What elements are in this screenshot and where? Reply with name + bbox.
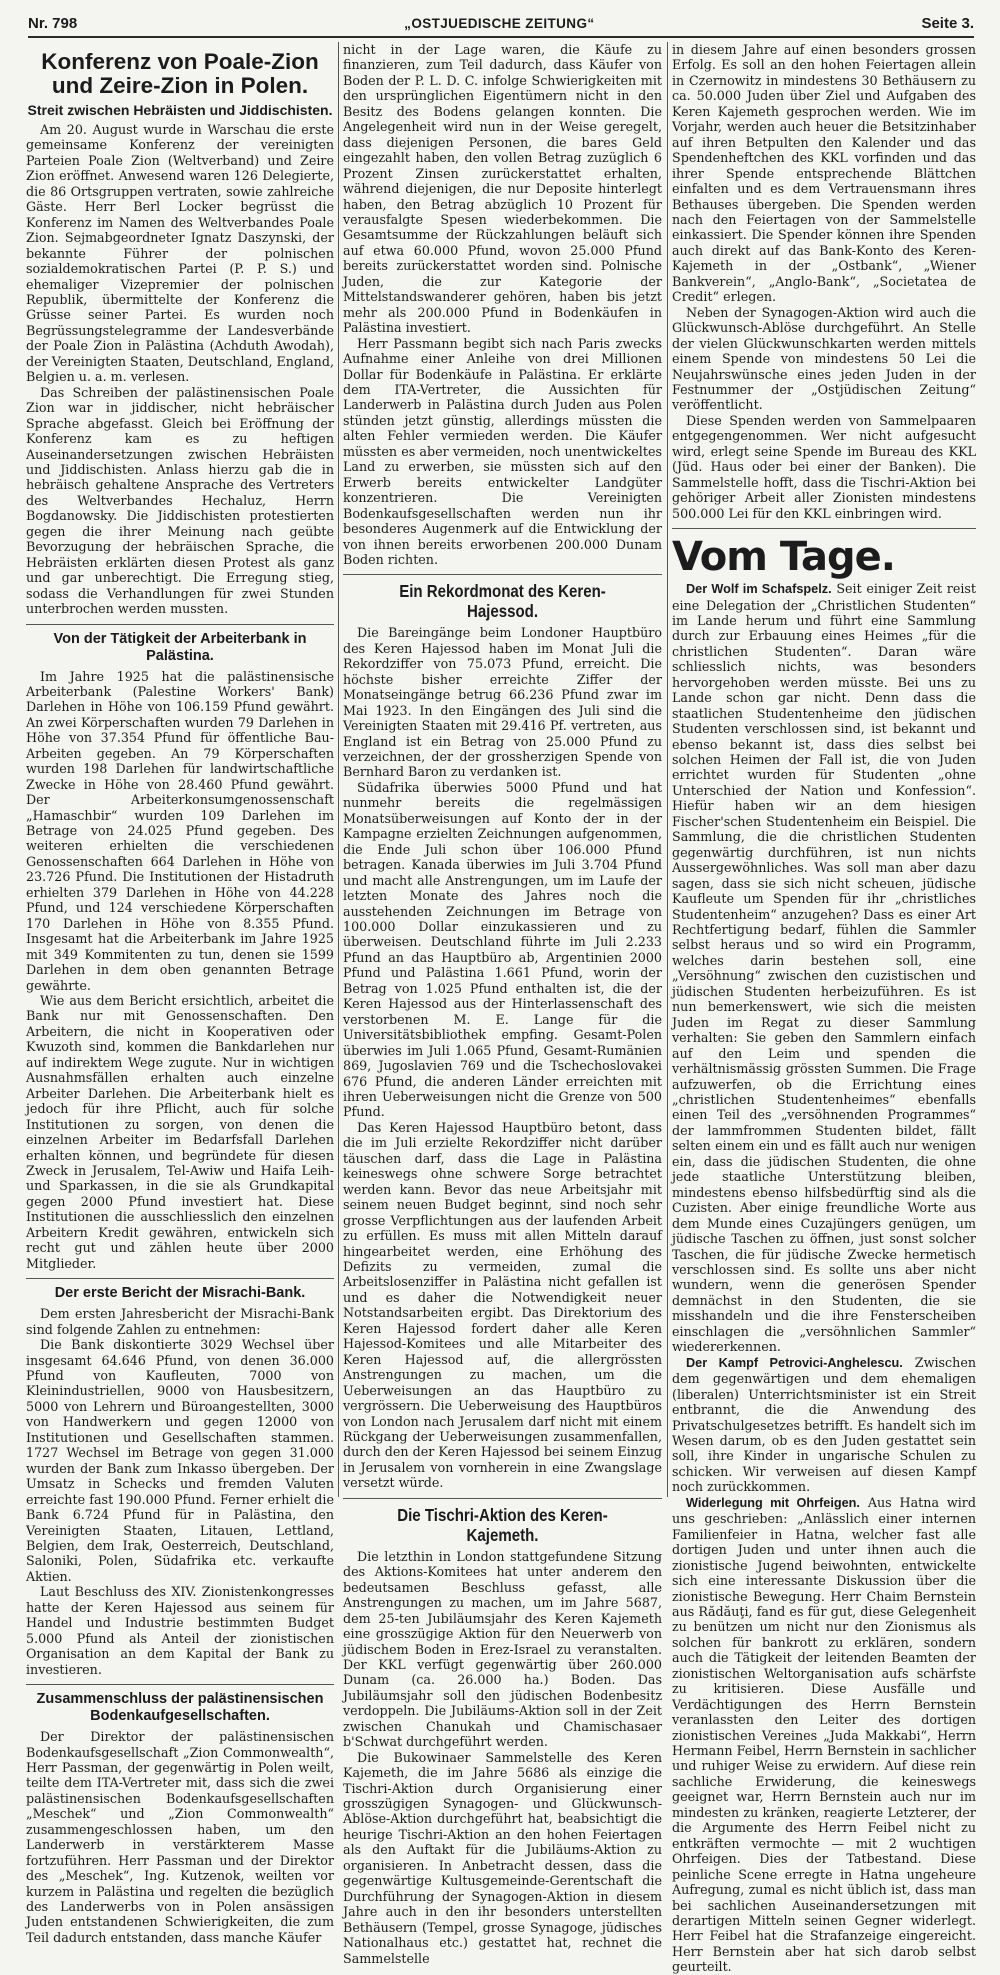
paragraph: Am 20. August wurde in Warschau die erste gemeinsame Konferenz der vereinigten Parteien Poale Zion (Weltverband) und Zeire Zion eröffnet. Anwesend waren 126 Delegierte, die 86 Ortsgruppen vertraten, sowie zahlreiche Gäste. Herr Berl Locker begrüsst die Konferenz im Namen des Weltverbandes Poale Zion. Sejmabgeordneter Ignatz Daszynski, der bekannte Führer der polnischen sozialdemokratischen Partei (P. P. S.) und ehemaliger Vizepremier der polnischen Republik, übermittelte der Konferenz die Grüsse seiner Partei. Es wurden noch Begrüssungstelegramme der Landesverbände der Poale Zion in Palästina (Achduth Awodah), der Vereinigten Staaten, Deutschland, England, Belgien u. a. m. verlesen. <box>26 122 335 385</box>
divider <box>26 1278 334 1279</box>
paragraph: Zwischen dem gegenwärtigen und dem ehemaligen (liberalen) Unterrichtsminister ist ein Streit entbrannt, die die Anwendung des Privatschulgesetzes betrifft. Es handelt sich im Wesen darum, ob es den Juden gestattet sein soll, ihre Kinder in ungarische Schulen zu schicken. Wir verweisen auf diesen Kampf noch zurückkommen. <box>672 1354 976 1495</box>
article-title-misrachi-bank: Der erste Bericht der Misrachi-Bank. <box>54 1285 306 1302</box>
divider <box>26 1684 334 1685</box>
paragraph: Die Bukowinaer Sammelstelle des Keren Kajemeth, die im Jahre 5686 als einzige die Tischri-Aktion durch Organisierung einer grosszügigen Synagogen- und Glückwunsch-Ablöse-Aktion durchgeführt hat, beabsichtigt die heurige Tischri-Aktion an den hohen Feiertagen als den Auftakt für die Jubiläums-Aktion zu organisieren. In Anbetracht dessen, dass die gegenwärtige Kultusgemeinde-Gerentschaft die Durchführung der Synagogen-Aktion in diesem Jahre auch in den ihr besonders unterstellten Bethäusern (Tempel, grosse Synagoge, jüdisches Nationalhaus etc.) gestattet hat, rechnet die Sammelstelle <box>343 1749 662 1966</box>
paragraph: Aus Hatna wird uns geschrieben: „Anlässlich einer internen Familienfeier in Hatna, welcher fast alle dortigen Juden und unter ihnen auch die zionistische Jugend beiwohnten, entwickelte sich eine interessante Diskussion über die zionistische Bewegung. Herr Chaim Bernstein aus Rădăuţi, fand es für gut, diese Gelegenheit zu benützen um nicht nur den Zionismus als solchen für bankrott zu erklären, sondern auch die Tätigkeit der leitenden Beamten der zionistischen Weltorganisation aufs schärfste zu kritisieren. Diese Ausfälle und Verdächtigungen des Herrn Bernstein veranlassten den Leiter des dortigen zionistischen Vereines „Juda Makkabi“, Herrn Hermann Feibel, Herrn Bernstein in sachlicher und ruhiger Weise zu erwidern. Auf diese rein sachliche Erwiderung, die keineswegs geeignet war, Herrn Bernstein auch nur im mindesten zu kränken, reagierte Letzterer, der die Argumente des Herrn Feibel nicht zu entkräften vermochte — mit 2 wuchtigen Ohrfeigen. Dies der Tatbestand. Diese peinliche Scene erregte in Hatna ungeheure Aufregung, zumal es nicht üblich ist, dass man bei sachlichen Auseinandersetzungen mit derartigen Mitteln seinen Gegner widerlegt. Herr Feibel hat die Strafanzeige eingereicht. Herr Bernstein aber hat sich darob selbst geurteilt. <box>672 1494 976 1975</box>
paragraph: Seit einiger Zeit reist eine Delegation der „Christlichen Studenten“ im Lande herum und führt eine Sammlung durch zur Erbauung eines Heimes „für die christlichen Studenten“. Daran wäre schliesslich nichts, was besonders hervorgehoben werden müsste. Bei uns zu Lande schon gar nicht. Denn dass die staatlichen Studentenheime den jüdischen Studenten verschlossen sind, ist bekannt und ebenso bekannt ist, dass dies selbst bei solchen Heimen der Fall ist, die von Juden errichtet wurden für Studenten „ohne Unterschied der Nation und Konfession“. Hiefür haben wir an dem hiesigen Fischer'schen Studentenheim ein Beispiel. Die Sammlung, die die christlichen Studenten gegenwärtig durchführen, ist nun nichts Aussergewöhnliches. Was soll man aber dazu sagen, dass sie sich nicht scheuen, jüdische Kaufleute um Spenden für ihr „christliches Studentenheim“ anzugehen? Dass es einer Art Rechtfertigung bedarf, fühlen die Sammler selbst heraus und so wird ein Programm, welches darin bestehen soll, eine „Versöhnung“ zwischen den cuzistischen und jüdischen Studenten herbeizuführen. Es ist nun bemerkenswert, wie sich die meisten Juden im Regat zu dieser Sammlung verhalten: Sie geben den Sammlern einfach auf den Leim und spenden die verhältnismässig grössten Summen. Die Frage aufzuwerfen, ob die Errichtung eines „christlichen Studentenheimes“ ebenfalls einen Teil des „versöhnenden Programmes“ der lammfrommen Studenten bildet, fällt selten einem ein und es fällt auch nur wenigen ein, dass die jüdischen Studenten, die ohne jede staatliche Unterstützung bleiben, mindestens ebenso hilfsbedürftig sind als die Cuzisten. Aber einige freundliche Worte aus dem Munde eines Cuzajüngers genügen, um jüdische Taschen zu öffnen, just sonst solcher Taschen, die für jüdische Zwecke hermetisch verschlossen sind. Es sollte uns aber nicht wundern, wenn die generösen Spender demnächst in den Studenten, die sie misshandeln und die ihre Fensterscheiben einschlagen die „versöhnlichen Sammler“ wiedererkennen. <box>672 581 976 1355</box>
column-2 <box>343 42 662 1966</box>
subheading-wolf: Der Wolf im Schafspelz. <box>686 582 832 597</box>
paragraph: Wie aus dem Bericht ersichtlich, arbeitet die Bank nur mit Genossenschaften. Den Arbeitern, die nicht in Kooperativen oder Kwuzoth sind, kommen die Bankdarlehen nur auf indirektem Wege zugute. Nur in wichtigen Ausnahmsfällen erhalten auch einzelne Arbeiter Darlehen. Die Arbeiterbank hielt es jedoch für ihre Pflicht, auch für solche Institutionen zu sorgen, von denen die einzelnen Arbeiter im Bedarfsfall Darlehen erhalten können, und begründete für diesen Zweck in Jerusalem, Tel-Awiw und Haifa Leih- und Sparkassen, in die sie als Grundkapital gegen 2000 Pfund investiert hat. Diese Institutionen die ausschliesslich den einzelnen Arbeitern Kredit gewähren, entwickeln sich recht gut und zählen heute über 2000 Mitglieder. <box>26 993 334 1271</box>
page-number: Nr. 798 <box>28 14 78 32</box>
subheading-ohrfeigen: Widerlegung mit Ohrfeigen. <box>686 1495 860 1510</box>
paragraph: in diesem Jahre auf einen besonders grossen Erfolg. Es soll an den hohen Feiertagen allein in Czernowitz in mindestens 30 Bethäusern zu ca. 50.000 Juden über Ziel und Aufgaben des Keren Kajemeth gesprochen werden. Wie im Vorjahr, werden auch heuer die Betsitzinhaber auf ihren Betpulten den Kalender und das Spendenheftchen des KKL vorfinden und das ihrer Spende entsprechende Blättchen einfalten und es dem Vertrauensmann ihres Bethauses übergeben. Die Spenden werden nach den Feiertagen von der Sammelstelle einkassiert. Die Spender können ihre Spenden auch direkt auf das Bank-Konto des Keren-Kajemeth in der „Ostbank“, „Wiener Bankverein“, „Anglo-Bank“, „Societatea de Credit“ erlegen. <box>672 42 976 305</box>
paragraph: Die Bank diskontierte 3029 Wechsel über insgesamt 64.646 Pfund, von denen 36.000 Pfund von Kaufleuten, 7000 von Kleinindustriellen, 9000 von Hausbesitzern, 5000 von Lehrern und Büroangestellten, 3000 von Handwerkern und gegen 12000 von Institutionen und Gesellschaften stammen. 1727 Wechsel im Betrage von gegen 31.000 wurden der Bank zum Inkasso übergeben. Der Umsatz in Schecks und fremden Valuten erreichte fast 190.000 Pfund. Ferner erhielt die Bank 6.724 Pfund für in Palästina, den Vereinigten Staaten, Litauen, Lettland, Belgien, dem Irak, Oesterreich, Deutschland, Saloniki, Polen, Südafrika etc. verkaufte Aktien. <box>26 1337 334 1584</box>
article-title-bodenkauf: Zusammenschluss der palästinensischen Bodenkaufgesellschaften. <box>36 1691 324 1725</box>
divider <box>343 1498 662 1499</box>
paragraph: nicht in der Lage waren, die Käufe zu finanzieren, zum Teil dadurch, dass Käufer von Boden der P. L. D. C. infolge Schwierigkeiten mit den ursprünglichen Eigentümern nicht in den Besitz des Bodens gelangen konnten. Die Angelegenheit wird nun in der Weise geregelt, dass diejenigen Personen, die bares Geld eingezahlt haben, den vollen Betrag zuzüglich 6 Prozent Zinsen zurückerstattet erhalten, während diejenigen, die nur Deposite hinterlegt haben, den Betrag abzüglich 10 Prozent für verausfalgte Spesen wiederbekommen. Die Gesamtsumme der Rückzahlungen beläuft sich auf etwa 60.000 Pfund, wovon 25.000 Pfund bereits zurückerstattet worden sind. Polnische Juden, die zur Kategorie der Mittelstandswanderer gehören, haben bis jetzt mehr als 200.000 Pfund in Bodenkäufen in Palästina investiert. <box>343 42 662 336</box>
column-3 <box>672 42 976 1975</box>
article-subtitle-poale-zion: Streit zwischen Hebräisten und Jiddischisten. <box>27 102 333 118</box>
paragraph: Diese Spenden werden von Sammelpaaren entgegengenommen. Wer nicht aufgesucht wird, erlegt seine Spende im Bureau des KKL (Jüd. Haus oder bei einer der Banken). Die Sammelstelle hofft, dass die Tischri-Aktion bei gehöriger Arbeit aller Zionisten mindestens 500.000 Lei für den KKL einbringen wird. <box>672 412 976 521</box>
article-title-arbeiterbank: Von der Tätigkeit der Arbeiterbank in Palästina. <box>53 630 307 664</box>
divider <box>26 624 334 625</box>
paragraph: Laut Beschluss des XIV. Zionistenkongresses hatte der Keren Hajessod aus seinem für Handel und Industrie bestimmten Budget 5.000 Pfund als Anteil der zionistischen Organisation an dem Kapital der Bank zu investieren. <box>26 1584 334 1677</box>
paragraph: Herr Passmann begibt sich nach Paris zwecks Aufnahme einer Anleihe von drei Millionen Dollar für Bodenkäufe in Palästina. Er erklärte dem ITA-Vertreter, die Aussichten für Landerwerb in Palästina durch Juden aus Polen stünden jetzt günstig, allerdings müssten die alten Fehler vermieden werden. Die Käufer müssten es aber vermeiden, noch unentwickeltes Land zu erwerben, sie müssten sich auf den Erwerb bereits entwickelter Landgüter konzentrieren. Die Vereinigten Bodenkaufsgesellschaften werden nun ihr besonderes Augenmerk auf die Entwicklung der von ihnen bereits erworbenen 200.000 Dunam Boden richten. <box>343 335 662 567</box>
column-1 <box>26 42 335 1945</box>
subheading-kampf: Der Kampf Petrovici-Anghelescu. <box>686 1355 903 1370</box>
paragraph: Die Bareingänge beim Londoner Hauptbüro des Keren Hajessod haben im Monat Juli die Rekordziffer von 75.073 Pfund, erreicht. Die höchste bisher erreichte Ziffer der Monatseingänge betrug 66.236 Pfund zwar im Mai 1923. In den Eingängen des Juli sind die Vereinigten Staaten mit 29.416 Pf. vertreten, aus England ist ein Betrag von 25.000 Pfund zu verzeichnen, der der grossherzigen Spende von Bernhard Baron zu verdanken ist. <box>343 625 662 780</box>
divider <box>672 528 976 529</box>
column-divider-2 <box>667 42 668 1497</box>
article-title-poale-zion: Konferenz von Poale-Zion und Zeire-Zion in Polen. <box>41 49 319 98</box>
paragraph: Das Keren Hajessod Hauptbüro betont, dass die im Juli erzielte Rekordziffer nicht darüber täuschen darf, dass die Lage in Palästina keineswegs ohne schwere Sorge betrachtet werden kann. Bevor das neue Arbeitsjahr mit seinem neuen Budget beginnt, sind noch sehr grosse Verpflichtungen aus der laufenden Arbeit zu erfüllen. Es muss mit allen Mitteln darauf hingearbeitet werden, eine Erhöhung des Defizits zu vermeiden, zumal die Arbeitslosenziffer in Palästina nicht gefallen ist und es daher die Notwendigkeit neuer Notstandsarbeiten ergibt. Das Direktorium des Keren Hajessod fordert daher alle Keren Hajessod-Komitees und alle Mitarbeiter des Keren Hajessod auf, die allergrössten Anstrengungen zu machen, um die Ueberweisungen an das Hauptbüro zu vergrössern. Die Ueberweisung des Hauptbüros von London nach Jerusalem darf nicht mit einem Rückgang der Ueberweisungen zusammenfallen, durch den der Keren Hajessod bei seinem Einzug in Jerusalem von vornherein in eine Zwangslage versetzt würde. <box>343 1119 662 1491</box>
masthead: „OSTJUEDISCHE ZEITUNG“ <box>404 15 595 31</box>
article-title-tischri-aktion: Die Tischri-Aktion des Keren-Kajemeth. <box>397 1504 608 1545</box>
paragraph: Neben der Synagogen-Aktion wird auch die Glückwunsch-Ablöse durchgeführt. An Stelle der vielen Glückwunschkarten werden mittels einem Spende von mindestens 50 Lei die Neujahrswünsche eines jeden Juden in der Festnummer der „Ostjüdischen Zeitung“ veröffentlicht. <box>672 304 976 413</box>
paragraph: Der Direktor der palästinensischen Bodenkaufsgesellschaft „Zion Commonwealth“, Herr Passman, der gegenwärtig in Polen weilt, teilte dem ITA-Vertreter mit, dass sich die zwei palästinensischen Bodenkaufsgesellschaften „Meschek“ und „Zion Commonwealth“ zusammengeschlossen haben, um den Landerwerb in verstärkterem Masse fortzuführen. Herr Passman und der Direktor des „Meschek“, Ing. Kutzenok, weilten vor kurzem in Palästina und regelten die bezüglich des Landerwerbs von in Polen ansässigen Juden entstandenen Schwierigkeiten, die zum Teil dadurch entstanden, dass manche Käufer <box>26 1729 334 1945</box>
paragraph: Dem ersten Jahresbericht der Misrachi-Bank sind folgende Zahlen zu entnehmen: <box>26 1306 334 1337</box>
paragraph: Das Schreiben der palästinensischen Poale Zion war in jiddischer, nicht hebräischer Sprache abgefasst. Gleich bei Eröffnung der Konferenz kam es zu heftigen Auseinandersetzungen zwischen Hebräisten und Jiddischisten. Anlass hierzu gab die in hebräisch gehaltene Ansprache des Vertreters des Weltverbandes Hechaluz, Herrn Bogdanowsky. Die Jiddischisten protestierten gegen die ihrer Meinung nach geübte Bevorzugung der hebräischen Sprache, die Hebräisten erklärten diesen Protest als ganz und gar unberechtigt. Die Erregung stieg, sodass die Verhandlungen für zwei Stunden unterbrochen werden mussten. <box>26 384 334 617</box>
paragraph: Im Jahre 1925 hat die palästinensische Arbeiterbank (Palestine Workers' Bank) Darlehen in Höhe von 106.159 Pfund gewährt. An zwei Körperschaften wurden 79 Darlehen in Höhe von 37.354 Pfund für öffentliche Bau-Arbeiten gegeben. An 79 Körperschaften wurden 198 Darlehen für landwirtschaftliche Zwecke in Höhe von 28.460 Pfund gewährt. Der Arbeiterkonsumgenossenschaft „Hamaschbir“ wurden 109 Darlehen im Betrage von 24.025 Pfund gegeben. Des weiteren erhielten die verschiedenen Genossenschaften 664 Darlehen in Höhe von 23.726 Pfund. Die Institutionen der Histadruth erhielten 379 Darlehen in Höhe von 44.228 Pfund, und 124 verschiedene Körperschaften 170 Darlehen in Höhe von 8.355 Pfund. Insgesamt hat die Arbeiterbank im Jahre 1925 mit 349 Kommitenten zu tun, denen sie 1599 Darlehen in dem oben genannten Betrage gewährte. <box>26 668 334 993</box>
column-divider-1 <box>338 42 339 1497</box>
section-title-vom-tage: Vom Tage. <box>672 534 895 581</box>
article-title-rekordmonat: Ein Rekordmonat des Keren-Hajessod. <box>399 581 606 622</box>
page-header <box>28 10 974 38</box>
page-label: Seite 3. <box>921 14 974 32</box>
paragraph: Südafrika überwies 5000 Pfund und hat nunmehr bereits die regelmässigen Monatsüberweisungen auf Konto der in der Kampagne erzielten Zeichnungen aufgenommen, die Ende Juli schon über 106.000 Pfund betragen. Kanada überwies im Juli 3.704 Pfund und macht alle Anstrengungen, um im Laufe der letzten Monate des Jahres noch die ausstehenden Zeichnungen im Betrage von 100.000 Dollar einzukassieren und zu überweisen. Deutschland führte im Juli 2.233 Pfund an das Hauptbüro ab, Argentinien 2000 Pfund und Palästina 1.661 Pfund, worin der Betrag von 1.025 Pfund enthalten ist, die der Keren Hajessod aus der Hinterlassenschaft des verstorbenen M. E. Lange für die Universitätsbibliothek empfing. Gesamt-Polen überwies im Juli 1.065 Pfund, Gesamt-Rumänien 869, Jugoslavien 769 und die Tschechoslovakei 676 Pfund, die anderen Länder erreichten mit ihren Ueberweisungen nicht die Grenze von 500 Pfund. <box>343 779 662 1120</box>
divider <box>343 574 662 575</box>
paragraph: Die letzthin in London stattgefundene Sitzung des Aktions-Komitees hat unter anderem den bedeutsamen Beschluss gefasst, alle Anstrengungen zu machen, um im Jahre 5687, dem 25-ten Jubiläumsjahr des Keren Kajemeth eine grosszügige Aktion für den Neuerwerb von jüdischem Boden in Erez-Israel zu veranstalten. Der KKL verfügt gegenwärtig über 260.000 Dunam (ca. 26.000 ha.) Boden. Das Jubiläumsjahr soll den jüdischen Bodenbesitz verdoppeln. Die Jubiläums-Aktion soll in der Zeit zwischen Chanukah und Chamischasaer b'Schwat durchgeführt werden. <box>343 1548 662 1750</box>
